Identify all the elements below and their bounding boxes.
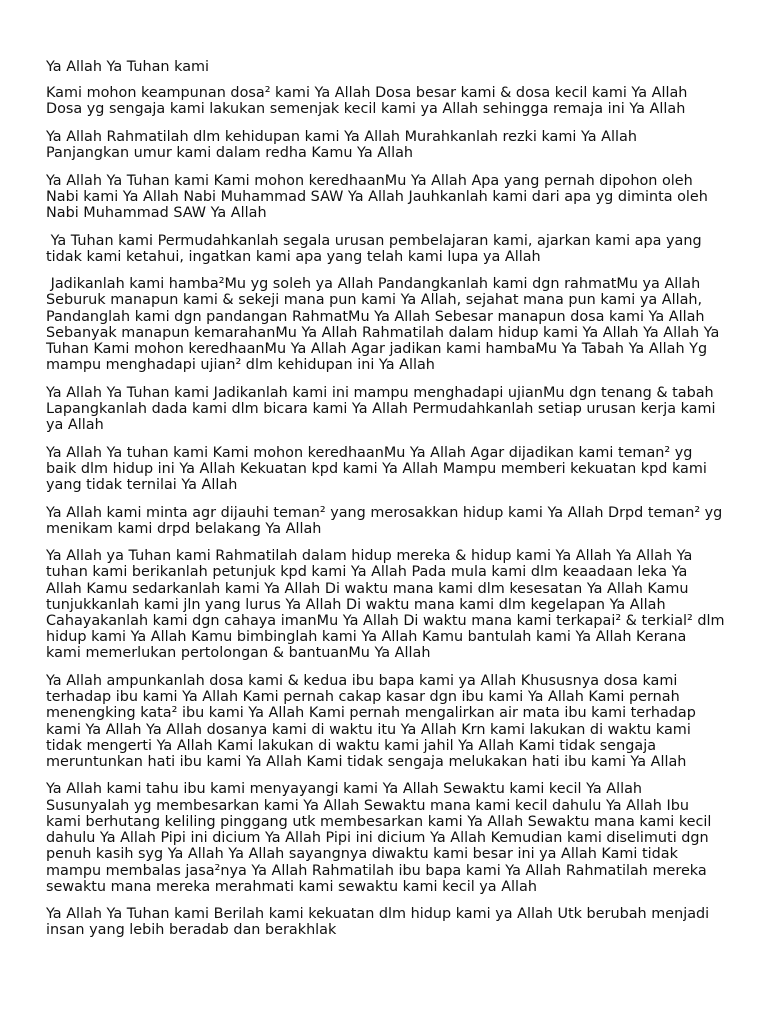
paragraph: Ya Allah Ya Tuhan kami Jadikanlah kami ini mampu menghadapi ujianMu dgn tenang & tabah Lapangkanlah dada kami dlm bicara kami Ya Allah Permudahkanlah setiap urusan kerja kami ya Allah [46,384,716,434]
paragraph: Ya Allah kami minta agr dijauhi teman² yang merosakkan hidup kami Ya Allah Drpd teman² yg menikam kami drpd belakang Ya Allah [46,504,723,537]
paragraph: Ya Allah Ya Tuhan kami Kami mohon keredhaanMu Ya Allah Apa yang pernah dipohon oleh Nabi kami Ya Allah Nabi Muhammad SAW Ya Allah Jauhkanlah kami dari apa yg diminta oleh Nabi Muhammad SAW Ya Allah [46,172,708,222]
document-body [46,59,746,950]
paragraph: Ya Allah Rahmatilah dlm kehidupan kami Ya Allah Murahkanlah rezki kami Ya Allah Panjangkan umur kami dalam redha Kamu Ya Allah [46,128,637,162]
paragraph: Ya Tuhan kami Permudahkanlah segala urusan pembelajaran kami, ajarkan kami apa yang tidak kami ketahui, ingatkan kami apa yang telah kami lupa ya Allah [46,232,702,265]
paragraph: Ya Allah Ya Tuhan kami Berilah kami kekuatan dlm hidup kami ya Allah Utk berubah menjadi insan yang lebih beradab dan berakhlak [46,906,710,939]
paragraph: Ya Allah Ya tuhan kami Kami mohon keredhaanMu Ya Allah Agar dijadikan kami teman² yg baik dlm hidup ini Ya Allah Kekuatan kpd kami Ya Allah Mampu memberi kekuatan kpd kami yang tidak ternilai Ya Allah [46,444,707,494]
paragraph: Jadikanlah kami hamba²Mu yg soleh ya Allah Pandangkanlah kami dgn rahmatMu ya Allah Seburuk manapun kami & sekeji mana pun kami Ya Allah, sejahat mana pun kami ya Allah, Pandanglah kami dgn pandangan RahmatMu Ya Allah Sebesar manapun dosa kami Ya Allah Sebanyak manapun kemarahanMu Ya Allah Rahmatilah dalam hidup kami Ya Allah Ya Allah Ya Tuhan Kami mohon keredhaanMu Ya Allah Agar jadikan kami hambaMu Ya Tabah Ya Allah Yg mampu menghadapi ujian² dlm kehidupan ini Ya Allah [46,276,720,374]
paragraph: Ya Allah kami tahu ibu kami menyayangi kami Ya Allah Sewaktu kami kecil Ya Allah Susunyalah yg membesarkan kami Ya Allah Sewaktu mana kami kecil dahulu Ya Allah Ibu kami berhutang keliling pinggang utk membesarkan kami Ya Allah Sewaktu mana kami kecil dahulu Ya Allah Pipi ini dicium Ya Allah Pipi ini dicium Ya Allah Kemudian kami diselimuti dgn penuh kasih syg Ya Allah Ya Allah sayangnya diwaktu kami besar ini ya Allah Kami tidak mampu membalas jasa²nya Ya Allah Rahmatilah ibu bapa kami Ya Allah Rahmatilah mereka sewaktu mana mereka merahmati kami sewaktu kami kecil ya Allah [46,781,712,895]
paragraph: Ya Allah ya Tuhan kami Rahmatilah dalam hidup mereka & hidup kami Ya Allah Ya Allah Ya tuhan kami berikanlah petunjuk kpd kami Ya Allah Pada mula kami dlm keaadaan leka Ya Allah Kamu sedarkanlah kami Ya Allah Di waktu mana kami dlm kesesatan Ya Allah Kamu tunjukkanlah kami jln yang lurus Ya Allah Di waktu mana kami dlm kegelapan Ya Allah Cahayakanlah kami dgn cahaya imanMu Ya Allah Di waktu mana kami terkapai² & terkial² dlm hidup kami Ya Allah Kamu bimbinglah kami Ya Allah Kamu bantulah kami Ya Allah Kerana kami memerlukan pertolongan & bantuanMu Ya Allah [46,548,725,662]
paragraph: Kami mohon keampunan dosa² kami Ya Allah Dosa besar kami & dosa kecil kami Ya Allah Dosa yg sengaja kami lakukan semenjak kecil kami ya Allah sehingga remaja ini Ya Allah [46,85,688,118]
paragraph: Ya Allah ampunkanlah dosa kami & kedua ibu bapa kami ya Allah Khususnya dosa kami terhadap ibu kami Ya Allah Kami pernah cakap kasar dgn ibu kami Ya Allah Kami pernah menengking kata² ibu kami Ya Allah Kami pernah mengalirkan air mata ibu kami terhadap kami Ya Allah Ya Allah dosanya kami di waktu itu Ya Allah Krn kami lakukan di waktu kami tidak mengerti Ya Allah Kami lakukan di waktu kami jahil Ya Allah Kami tidak sengaja meruntunkan hati ibu kami Ya Allah Kami tidak sengaja melukakan hati ibu kami Ya Allah [46,672,696,770]
document-title: Ya Allah Ya Tuhan kami [46,59,210,75]
